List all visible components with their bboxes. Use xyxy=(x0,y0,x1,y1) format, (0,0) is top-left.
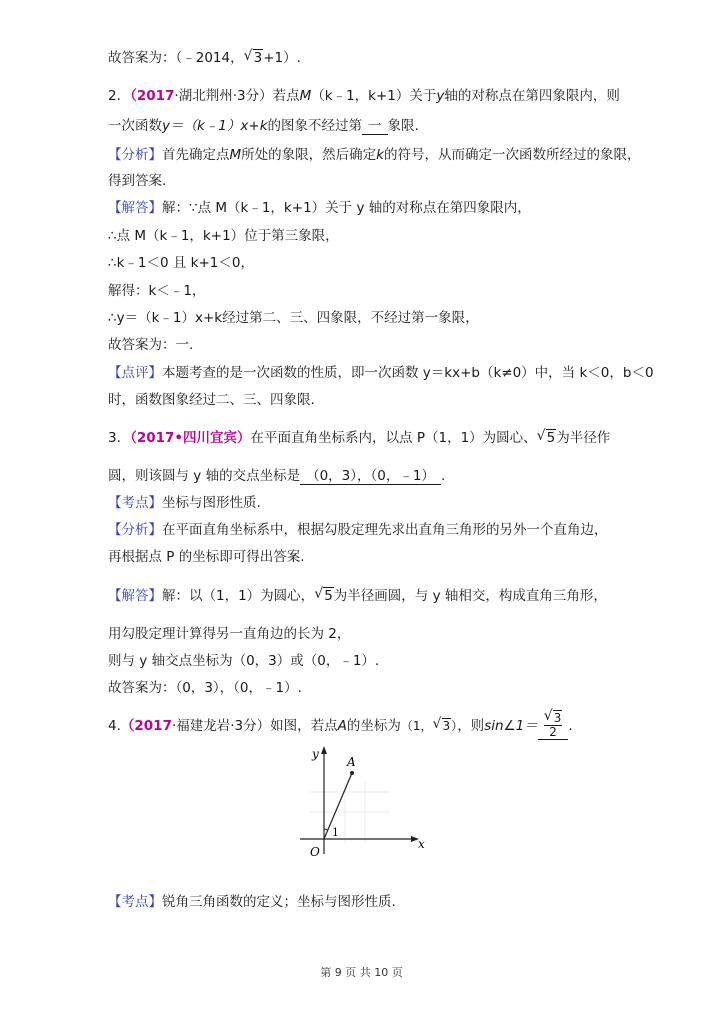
x-axis-label: x xyxy=(418,837,425,851)
q2-comment: 【点评】本题考查的是一次函数的性质，即一次函数 y＝kx+b（k≠0）中，当 k＜0，b＜0 xyxy=(108,365,654,381)
q3-point: 【考点】坐标与图形性质. xyxy=(108,495,261,511)
analysis-tag: 【分析】 xyxy=(108,522,162,538)
origin-label: O xyxy=(310,845,320,859)
answer-fraction: √ 3 2 xyxy=(538,712,569,740)
sqrt-5: √ 5 xyxy=(536,428,556,446)
q2-solution-line6: 故答案为：一. xyxy=(108,337,194,353)
solution-tag: 【解答】 xyxy=(108,200,162,216)
point-tag: 【考点】 xyxy=(108,894,162,910)
q2-solution-line5: ∴y＝（k﹣1）x+k经过第二、三、四象限，不经过第一象限， xyxy=(108,310,479,326)
q3-analysis: 【分析】在平面直角坐标系中，根据勾股定理先求出直角三角形的另外一个直角边， xyxy=(108,522,608,538)
point-a xyxy=(350,771,354,775)
q2-line2: 一次函数y＝（k﹣1）x+k的图象不经过第 一 象限. xyxy=(108,118,419,134)
q3-answer-blank: （0，3），（0，﹣1） xyxy=(300,468,441,485)
y-axis-label: y xyxy=(312,747,319,761)
coordinate-figure xyxy=(290,742,440,867)
q3-solution-line1: 【解答】解：以（1，1）为圆心， √ 5为半径画圆，与 y 轴相交，构成直角三角形， xyxy=(108,586,607,604)
q4-source-year: （2017 xyxy=(120,718,172,734)
y-axis-arrow-icon xyxy=(321,746,327,754)
q2-solution-line2: ∴点 M（k﹣1，k+1）位于第三象限， xyxy=(108,228,339,244)
q2-analysis-line2: 得到答案. xyxy=(108,173,167,189)
q3-solution-line4: 故答案为：（0，3），（0，﹣1）. xyxy=(108,680,302,696)
point-a-label: A xyxy=(347,755,356,769)
comment-tag: 【点评】 xyxy=(108,365,162,381)
angle-arc xyxy=(324,829,328,830)
answer-line: 故答案为：（﹣2014， √ 3+1）. xyxy=(108,48,301,66)
sqrt-3: √ 3 xyxy=(432,716,451,733)
q2-answer-blank: 一 xyxy=(362,118,388,135)
analysis-tag: 【分析】 xyxy=(108,147,162,163)
page-footer: 第 9 页 共 10 页 xyxy=(320,966,403,979)
sqrt-3: √ 3 xyxy=(243,48,263,66)
q4-point: 【考点】锐角三角函数的定义；坐标与图形性质. xyxy=(108,894,396,910)
q2-source-year: （2017 xyxy=(130,88,175,104)
q3-line1: 3．（2017•四川宜宾）在平面直角坐标系内，以点 P（1，1）为圆心、 √ 5为半径作 xyxy=(108,428,611,446)
q2-solution-line4: 解得：k＜﹣1， xyxy=(108,283,206,299)
q3-line2: 圆，则该圆与 y 轴的交点坐标是 （0，3），（0，﹣1） . xyxy=(108,468,446,484)
sqrt-5: √ 5 xyxy=(314,586,333,604)
q3-analysis-line2: 再根据点 P 的坐标即可得出答案. xyxy=(108,549,305,565)
q2-solution-line3: ∴k﹣1＜0 且 k+1＜0， xyxy=(108,255,254,271)
point-tag: 【考点】 xyxy=(108,495,162,511)
q3-source: （2017•四川宜宾） xyxy=(130,430,251,446)
q2-analysis: 【分析】首先确定点M所处的象限，然后确定k的符号，从而确定一次函数所经过的象限， xyxy=(108,147,641,163)
q2-comment-line2: 时，函数图象经过二、三、四象限. xyxy=(108,392,315,408)
faint-grid xyxy=(310,782,390,842)
q3-solution-line2: 用勾股定理计算得另一直角边的长为 2， xyxy=(108,626,351,642)
q4-line1: 4.（2017·福建龙岩·3分）如图，若点A的坐标为（1， √ 3），则sin∠1＝ √ 3 2 . xyxy=(108,708,573,739)
q2-line1: 2．（2017·湖北荆州·3分）若点M（k﹣1，k+1）关于y轴的对称点在第四象限内，则 xyxy=(108,88,620,104)
q2-solution-line1: 【解答】解：∵点 M（k﹣1，k+1）关于 y 轴的对称点在第四象限内， xyxy=(108,200,531,216)
angle-label: 1 xyxy=(332,826,339,839)
solution-tag: 【解答】 xyxy=(108,588,162,604)
q3-solution-line3: 则与 y 轴交点坐标为（0，3）或（0，﹣1）. xyxy=(108,653,380,669)
